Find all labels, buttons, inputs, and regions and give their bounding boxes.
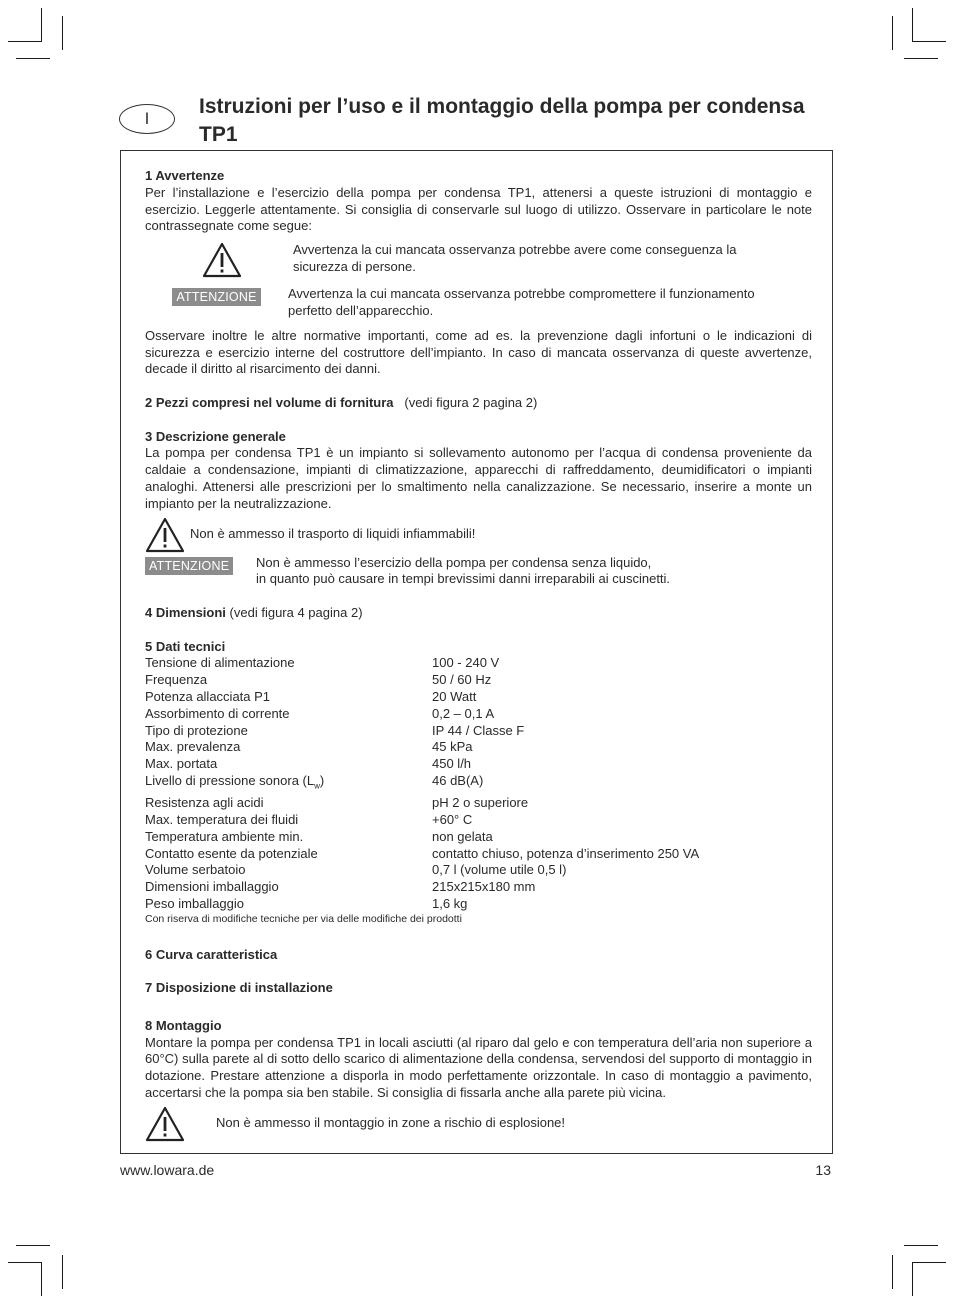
spec-value: 0,7 l (volume utile 0,5 l) [432,862,567,878]
crop-mark [904,1245,938,1246]
attention-badge: ATTENZIONE [145,557,233,575]
section-2-title: 2 Pezzi compresi nel volume di fornitura [145,394,394,410]
spec-row [145,795,812,812]
crop-mark [62,16,63,50]
language-badge: I [119,104,175,134]
spec-value: 450 l/h [432,756,472,772]
spec-value: 215x215x180 mm [432,879,536,895]
crop-mark [41,1262,42,1296]
spec-row [145,739,812,756]
section-8-body: Montare la pompa per condensa TP1 in locali asciutti (al riparo dal gelo e con temperatura dell’aria non superiore a 60°C) sulla parete al di sotto dello scarico di alimentazione della condensa, servendosi del supporto di montaggio in dotazione. Prestare attenzione a disporla in modo perfettamente orizzontale. In caso di montaggio a pavimento, accertarsi che la pompa sia ben stabile. Si consiglia di fissarla anche alla parete più vicina. [145,1034,812,1101]
crop-mark [16,58,50,59]
crop-mark [912,41,946,42]
spec-value: 0,2 – 0,1 A [432,705,495,721]
safety-warning-row [145,517,812,553]
safety-warning-row [145,242,812,278]
spec-label: Assorbimento di corrente [145,705,290,721]
spec-row [145,879,812,896]
section-4-heading [145,605,812,622]
warning-triangle-icon [145,1106,216,1142]
attention-warning-text: Avvertenza la cui mancata osservanza potrebbe compromettere il funzionamento perfetto dell’apparecchio. [288,286,755,318]
spec-label: Contatto esente da potenziale [145,845,318,861]
spec-value: 45 kPa [432,739,473,755]
tech-spec-table [145,655,812,913]
section-5-title: 5 Dati tecnici [145,638,226,654]
spec-value: 46 dB(A) [432,772,484,788]
spec-row [145,672,812,689]
spec-label: Max. portata [145,756,218,772]
spec-value: +60° C [432,812,473,828]
section-3-title: 3 Descrizione generale [145,428,286,444]
section-2-heading [145,395,812,412]
spec-note: Con riserva di modifiche tecniche per via delle modifiche dei prodotti [145,912,462,925]
crop-mark [16,1245,50,1246]
spec-label: Resistenza agli acidi [145,795,264,811]
spec-label: Potenza allacciata P1 [145,688,271,704]
spec-label: Max. temperatura dei fluidi [145,812,299,828]
spec-label: Dimensioni imballaggio [145,879,279,895]
spec-label-text: Livello di pressione sonora (L [145,772,315,788]
crop-mark [62,1255,63,1289]
spec-value: contatto chiuso, potenza d’inserimento 250 VA [432,845,700,861]
section-4-ref: (vedi figura 4 pagina 2) [229,604,363,620]
section-8-title: 8 Montaggio [145,1017,222,1033]
section-1-outro: Osservare inoltre le altre normative importanti, come ad es. la prevenzione dagli infortuni o le indicazioni di sicurezza e esercizio interne del costruttore dell’impianto. In caso di mancata osservanza di queste avvertenze, decade il diritto al risarcimento dei danni. [145,327,812,377]
attention-badge: ATTENZIONE [172,288,260,306]
spec-label-text: ) [319,772,325,788]
spec-label: Peso imballaggio [145,896,245,912]
spec-row [145,773,812,795]
spec-row [145,706,812,723]
spec-row [145,896,812,913]
attention-warning-row [145,555,812,589]
spec-row [145,829,812,846]
spec-value: 100 - 240 V [432,655,500,671]
spec-label: Tensione di alimentazione [145,655,295,671]
spec-row [145,756,812,773]
crop-mark [41,8,42,42]
section-2-ref: (vedi figura 2 pagina 2) [404,394,538,410]
attention-warning-row [145,286,812,320]
spec-row [145,846,812,863]
spec-value: IP 44 / Classe F [432,722,525,738]
crop-mark [912,8,913,42]
section-6-title: 6 Curva caratteristica [145,946,278,962]
crop-mark [904,58,938,59]
spec-row [145,689,812,706]
spec-label: Temperatura ambiente min. [145,828,304,844]
spec-label: Volume serbatoio [145,862,246,878]
spec-value: 50 / 60 Hz [432,672,492,688]
spec-row [145,812,812,829]
section-1-title: 1 Avvertenze [145,168,225,183]
spec-value: 1,6 kg [432,896,468,912]
crop-mark [912,1262,913,1296]
safety-warning-row [145,1106,812,1142]
section-1-intro: Per l’installazione e l’esercizio della pompa per condensa TP1, attenersi a queste istruzioni di montaggio e esercizio. Leggerle attentamente. Si consiglia di conservarle sul luogo di utilizzo. Osservare in particolare le note contrassegnate come segue: [145,184,812,234]
spec-row [145,862,812,879]
document-body [145,168,812,1142]
crop-mark [912,1262,946,1263]
attention-warning-line: Non è ammesso l’esercizio della pompa per condensa senza liquido, [256,554,652,570]
safety-warning-text: Non è ammesso il montaggio in zone a rischio di esplosione! [216,1115,566,1131]
safety-warning-text: Non è ammesso il trasporto di liquidi infiammabili! [190,526,476,542]
crop-mark [892,16,893,50]
warning-triangle-icon [145,517,190,553]
footer-url: www.lowara.de [120,1162,215,1178]
spec-value: 20 Watt [432,688,477,704]
spec-row [145,723,812,740]
crop-mark [892,1255,893,1289]
page-number: 13 [815,1162,831,1178]
section-3-body: La pompa per condensa TP1 è un impianto si sollevamento autonomo per l’acqua di condensa proveniente da caldaie a condensazione, impianti di climatizzazione, apparecchi di raffreddamento, deumidificatori o impianti analoghi. Attenersi alle prescrizioni per lo smaltimento nella canalizzazione. Se necessario, inserire a monte un impianto per la neutralizzazione. [145,445,812,511]
spec-label-subscript: w [314,781,320,791]
crop-mark [8,1262,42,1263]
safety-warning-text: Avvertenza la cui mancata osservanza potrebbe avere come conseguenza la sicurezza di persone. [293,242,737,274]
spec-row [145,655,812,672]
warning-triangle-icon [145,242,293,278]
section-7-title: 7 Disposizione di installazione [145,980,333,996]
section-4-title: 4 Dimensioni [145,604,226,620]
attention-warning-line: in quanto può causare in tempi brevissimi danni irreparabili ai cuscinetti. [256,571,671,587]
spec-label [145,773,432,795]
spec-label: Frequenza [145,672,208,688]
spec-value: pH 2 o superiore [432,795,529,811]
page-title: Istruzioni per l’uso e il montaggio della pompa per condensa TP1 [199,95,805,146]
spec-label: Max. prevalenza [145,739,241,755]
spec-label: Tipo di protezione [145,722,248,738]
spec-value: non gelata [432,828,493,844]
crop-mark [8,41,42,42]
